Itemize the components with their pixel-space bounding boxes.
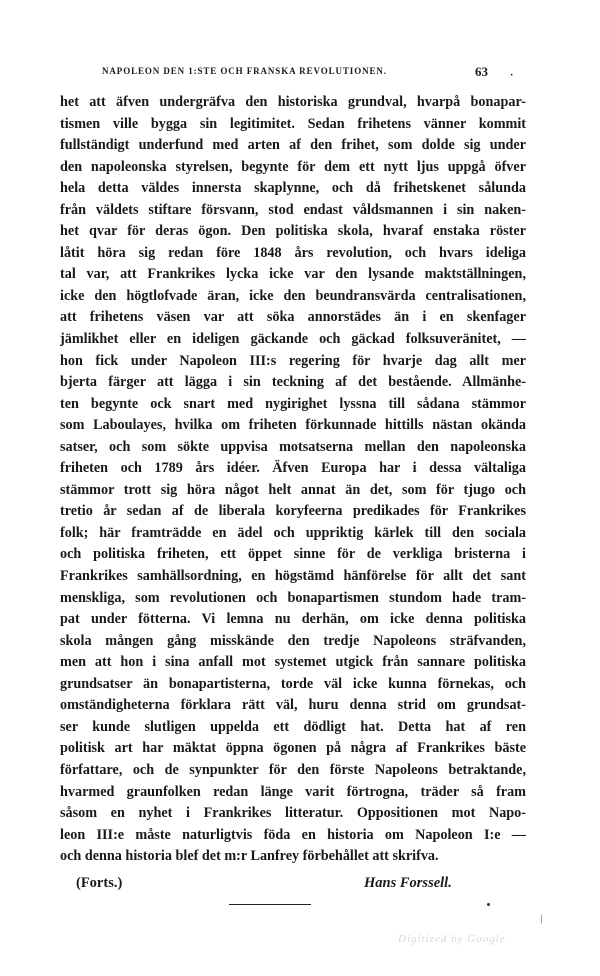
- text-line: och politiska friheten, ett öppet sinne för de verkliga bristerna i: [60, 546, 526, 563]
- text-line: friheten och 1789 års idéer. Äfven Europa har i dessa vältaliga: [60, 460, 526, 477]
- text-line: skola mången gång misskände den tredje Napoleons sträfvanden,: [60, 632, 526, 649]
- continuation-note: (Forts.): [76, 875, 123, 891]
- text-line: låtit höra sig redan före 1848 års revolution, och hvars ideliga: [60, 244, 526, 261]
- running-title: NAPOLEON DEN 1:STE OCH FRANSKA REVOLUTIONEN.: [102, 66, 387, 76]
- text-line: såsom en nyhet i Frankrikes litteratur. Oppositionen mot Napo-: [60, 805, 526, 822]
- page-number: 63: [475, 64, 488, 79]
- text-line: tretio år sedan af de liberala koryfeerna predikades för Frankrikes: [60, 503, 526, 520]
- page-header: [60, 66, 530, 82]
- text-line: ser kunde slutligen uppelda ett dödligt hat. Detta hat af ren: [60, 718, 526, 735]
- text-line: från väldets stiftare försvann, stod endast våldsmannen i sin naken-: [60, 201, 526, 218]
- text-line: pat under fötterna. Vi lemna nu derhän, om icke denna politiska: [60, 611, 526, 628]
- text-line: som Laboulayes, hvilka om friheten förkunnade hittills nästan okända: [60, 417, 526, 434]
- text-line: het att äfven undergräfva den historiska grundval, hvarpå bonapar-: [60, 94, 526, 110]
- text-line: men att hon i sina anfall mot systemet utgick från sannare politiska: [60, 654, 526, 671]
- text-line: Frankrikes samhällsordning, en högstämd hänförelse för allt det sant: [60, 568, 526, 585]
- ink-speck: ·: [510, 70, 514, 81]
- text-line: stämmor trott sig höra något helt annat än det, som för tjugo och: [60, 481, 526, 498]
- text-line: jämlikhet eller en ideligen gäckande och gäckad folksuveränitet, —: [60, 331, 526, 348]
- text-line: tal var, att Frankrikes lycka icke var den lysande maktställningen,: [60, 266, 526, 283]
- text-line: författare, och de synpunkter för den förste Napoleons betraktande,: [60, 761, 526, 778]
- ink-dot: [487, 903, 490, 906]
- body-text: [60, 92, 526, 868]
- text-line: hvarmed graunfolken redan länge varit förtrogna, träder så fram: [60, 783, 526, 800]
- text-line: ten begynte ock snart med nygirighet lyssna till sådana stämmor: [60, 395, 526, 412]
- text-line: het qvar för deras ögon. Den politiska skola, hvaraf enstaka röster: [60, 223, 526, 240]
- text-line: grundsatser än bonapartisterna, torde väl icke kunna förnekas, och: [60, 675, 526, 692]
- text-line: och denna historia blef det m:r Lanfrey förbehållet att skrifva.: [60, 848, 439, 865]
- text-line: folk; här framträdde en ädel och uppriktig kärlek till den sociala: [60, 524, 526, 541]
- text-line: hela detta väldes innersta skaplynne, och då frihetskenet sålunda: [60, 180, 526, 197]
- author-signature: Hans Forssell.: [364, 875, 452, 891]
- text-line: menskliga, som revolutionen och bonapartismen stundom hade tram-: [60, 589, 526, 606]
- text-line: icke den högtlofvade äran, icke den beundransvärda centralisationen,: [60, 287, 526, 304]
- closing-rule: [229, 904, 311, 905]
- text-line: bjerta färger att lägga i sin teckning af det bestående. Allmänhe-: [60, 374, 526, 391]
- text-line: fullständigt underfund med arten af den frihet, som dolde sig under: [60, 137, 526, 154]
- pencil-mark: /: [537, 911, 546, 927]
- text-line: tismen ville bygga sin legitimitet. Sedan frihetens vänner kommit: [60, 115, 526, 132]
- text-line: omständigheterna förklara rätt väl, huru denna strid om grundsat-: [60, 697, 526, 714]
- digitization-watermark: Digitized by Google: [398, 933, 506, 945]
- text-line: politisk art har mäktat öppna ögonen på några af Frankrikes bäste: [60, 740, 526, 757]
- text-line: leon III:e måste naturligtvis föda en historia om Napoleon I:e —: [60, 826, 526, 843]
- text-line: att frihetens väsen var att söka annorstädes än i en skenfager: [60, 309, 526, 326]
- signoff: [76, 875, 496, 897]
- text-line: den napoleonska styrelsen, begynte för dem ett nytt ljus uppgå öfver: [60, 158, 526, 175]
- text-line: satser, och som sökte uppvisa motsatserna mellan den napoleonska: [60, 438, 526, 455]
- text-line: hon fick under Napoleon III:s regering för hvarje dag allt mer: [60, 352, 526, 369]
